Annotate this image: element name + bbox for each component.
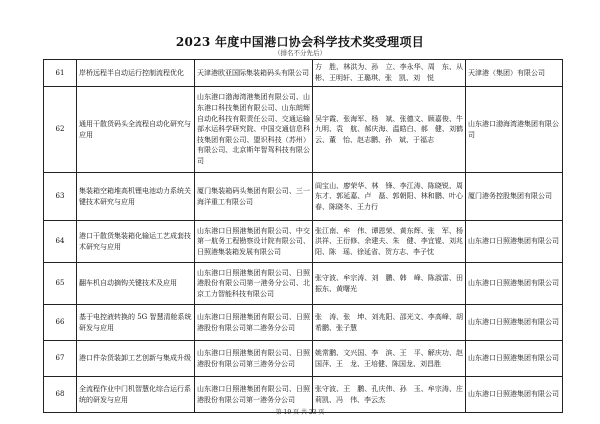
table-row bbox=[44, 305, 563, 341]
project-members: 张守波、牟宗涛、刘 鹏、韩 峰、陈淑雷、田振东、黄曙光 bbox=[313, 263, 466, 305]
table-row bbox=[44, 263, 563, 305]
table-row bbox=[44, 60, 563, 87]
applicant-units: 山东港口日照港集团有限公司、日照港股份有限公司第一港务分公司、北京工力智能科技有限公司 bbox=[195, 263, 313, 305]
project-name: 翻车机自动摘钩关键技术及应用 bbox=[77, 263, 195, 305]
project-members: 吴宇霞、张海军、杨 斌、张德文、顾嘉俊、牛九明、袁 航、郝庆海、温皓白、郝 健、刘鹤云、董 怡、赵志鹏、孙 斌、于福志 bbox=[313, 87, 466, 173]
project-name: 港口件杂货装卸工艺创新与集成升级 bbox=[77, 341, 195, 377]
table-row bbox=[44, 221, 563, 263]
project-members: 方 胜、林洪为、孙 立、李永华、周 东、从 彬、王明轩、王璐琪、张 凯、刘 悦 bbox=[313, 60, 466, 87]
recommending-unit: 山东港口日照港集团有限公司 bbox=[466, 305, 563, 341]
recommending-unit: 山东港口日照港集团有限公司 bbox=[466, 263, 563, 305]
row-number: 67 bbox=[44, 341, 77, 377]
project-members: 姚常鹏、文兴国、李 滨、王 平、解庆功、赵国萍、王 龙、王培健、陈国龙、刘昌胜 bbox=[313, 341, 466, 377]
applicant-units: 山东港口日照港集团有限公司、日照港股份有限公司第三港务分公司 bbox=[195, 341, 313, 377]
project-name: 港口干散货集装箱化输运工艺成套技术研究与应用 bbox=[77, 221, 195, 263]
table-row bbox=[44, 341, 563, 377]
recommending-unit: 山东港口日照港集团有限公司 bbox=[466, 341, 563, 377]
row-number: 61 bbox=[44, 60, 77, 87]
applicant-units: 山东港口日照港集团有限公司、日照港股份有限公司第一港务分公司 bbox=[195, 377, 313, 413]
project-members: 张江南、牟 伟、谭恩荣、黄东辉、张 军、杨洪祥、王衍修、余建夫、朱 健、李宜锟、刘兆阳、陈 瑶、徐延省、贺方志、李子忱 bbox=[313, 221, 466, 263]
row-number: 68 bbox=[44, 377, 77, 413]
project-name: 基于电控液转换的 5G 智慧清舱系统研发与应用 bbox=[77, 305, 195, 341]
row-number: 66 bbox=[44, 305, 77, 341]
project-name: 通用干散货码头全流程自动化研究与应用 bbox=[77, 87, 195, 173]
project-name: 全流程作业中门机智慧化综合运行系统的研发与应用 bbox=[77, 377, 195, 413]
recommending-unit: 山东港口渤海湾港集团有限公司 bbox=[466, 87, 563, 173]
page-subtitle: （排名不分先后） bbox=[274, 49, 326, 57]
table-row bbox=[44, 87, 563, 173]
project-members: 张 涛、张 坤、刘兆阳、邵光文、李高峰、胡希鹏、张子慧 bbox=[313, 305, 466, 341]
project-name: 集装箱空箱堆高机锂电池动力系统关键技术研究与应用 bbox=[77, 173, 195, 221]
recommending-unit: 山东港口日照港集团有限公司 bbox=[466, 377, 563, 413]
project-members: 阎宝山、廖荣华、林 锋、李江涛、陈晓锐、周东才、郭延嘉、卢 磊、郭朝阳、林和鹏、叶心春、陈晓冬、王力行 bbox=[313, 173, 466, 221]
page-title: 2023 年度中国港口协会科学技术奖受理项目 bbox=[175, 35, 425, 49]
recommending-unit: 天津港（集团）有限公司 bbox=[466, 60, 563, 87]
table-row bbox=[44, 173, 563, 221]
row-number: 64 bbox=[44, 221, 77, 263]
recommending-unit: 山东港口日照港集团有限公司 bbox=[466, 221, 563, 263]
applicant-units: 山东港口渤海湾港集团有限公司、山东港口科技集团有限公司、山东朗辉自动化科技有限责任公司、交通运输部水运科学研究院、中国交通信息科技集团有限公司、盟识科技（苏州）有限公司、北京斯年智驾科技有限公司 bbox=[195, 87, 313, 173]
page-footer: 第 19 页 共 23 页 bbox=[275, 409, 325, 416]
row-number: 63 bbox=[44, 173, 77, 221]
project-members: 张守波、王 鹏、孔庆伟、孙 玉、牟宗涛、庄莉凯、冯 伟、李云杰 bbox=[313, 377, 466, 413]
row-number: 65 bbox=[44, 263, 77, 305]
row-number: 62 bbox=[44, 87, 77, 173]
applicant-units: 天津港欧亚国际集装箱码头有限公司 bbox=[195, 60, 313, 87]
applicant-units: 厦门集装箱码头集团有限公司、三一海洋重工有限公司 bbox=[195, 173, 313, 221]
project-name: 岸桥远程半自动运行控制流程优化 bbox=[77, 60, 195, 87]
applicant-units: 山东港口日照港集团有限公司、日照港股份有限公司第二港务分公司 bbox=[195, 305, 313, 341]
awards-table bbox=[43, 59, 563, 413]
recommending-unit: 厦门港务控股集团有限公司 bbox=[466, 173, 563, 221]
applicant-units: 山东港口日照港集团有限公司、中交第一航务工程勘察设计院有限公司、日照港集装箱发展有限公司 bbox=[195, 221, 313, 263]
